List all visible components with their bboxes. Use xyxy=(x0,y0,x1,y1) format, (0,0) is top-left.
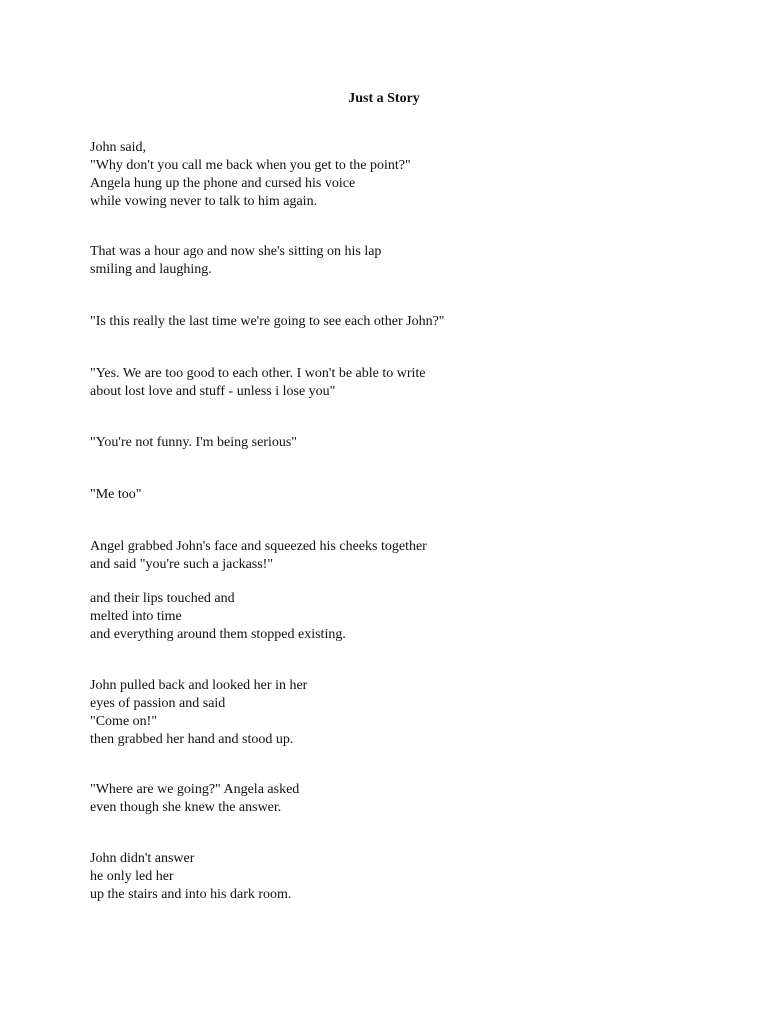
stanza-3 xyxy=(90,313,710,331)
stanza-line: "Is this really the last time we're going to see each other John?" xyxy=(90,314,445,329)
stanza-line: John didn't answer xyxy=(90,851,195,866)
stanza-9 xyxy=(90,677,710,749)
stanza-line: "Yes. We are too good to each other. I won't be able to write xyxy=(90,366,426,381)
stanza-11 xyxy=(90,850,710,904)
stanza-4 xyxy=(90,365,710,401)
document-title: Just a Story xyxy=(348,91,420,106)
stanza-line: "Why don't you call me back when you get to the point?" xyxy=(90,158,411,173)
stanza-1 xyxy=(90,139,710,211)
stanza-10 xyxy=(90,781,710,817)
stanza-line: "Me too" xyxy=(90,487,142,502)
stanza-line: Angela hung up the phone and cursed his voice xyxy=(90,176,356,191)
stanza-line: John pulled back and looked her in her xyxy=(90,678,308,693)
stanza-8 xyxy=(90,590,710,644)
stanza-line: melted into time xyxy=(90,609,182,624)
stanza-2 xyxy=(90,243,710,279)
stanza-line: That was a hour ago and now she's sitting on his lap xyxy=(90,244,382,259)
stanza-line: Angel grabbed John's face and squeezed his cheeks together xyxy=(90,539,427,554)
stanza-5 xyxy=(90,434,710,452)
stanza-line: and everything around them stopped existing. xyxy=(90,627,346,642)
stanza-line: John said, xyxy=(90,140,146,155)
stanza-line: while vowing never to talk to him again. xyxy=(90,194,318,209)
stanza-line: even though she knew the answer. xyxy=(90,800,282,815)
stanza-line: "You're not funny. I'm being serious" xyxy=(90,435,298,450)
stanza-line: up the stairs and into his dark room. xyxy=(90,887,292,902)
stanza-line: and their lips touched and xyxy=(90,591,235,606)
stanza-7 xyxy=(90,538,710,574)
stanza-line: "Where are we going?" Angela asked xyxy=(90,782,300,797)
stanza-line: and said "you're such a jackass!" xyxy=(90,557,274,572)
stanza-6 xyxy=(90,486,710,504)
stanza-line: smiling and laughing. xyxy=(90,262,212,277)
stanza-line: about lost love and stuff - unless i lose you" xyxy=(90,384,336,399)
stanza-line: eyes of passion and said xyxy=(90,696,226,711)
stanza-line: he only led her xyxy=(90,869,174,884)
stanza-line: "Come on!" xyxy=(90,714,158,729)
stanza-line: then grabbed her hand and stood up. xyxy=(90,732,294,747)
